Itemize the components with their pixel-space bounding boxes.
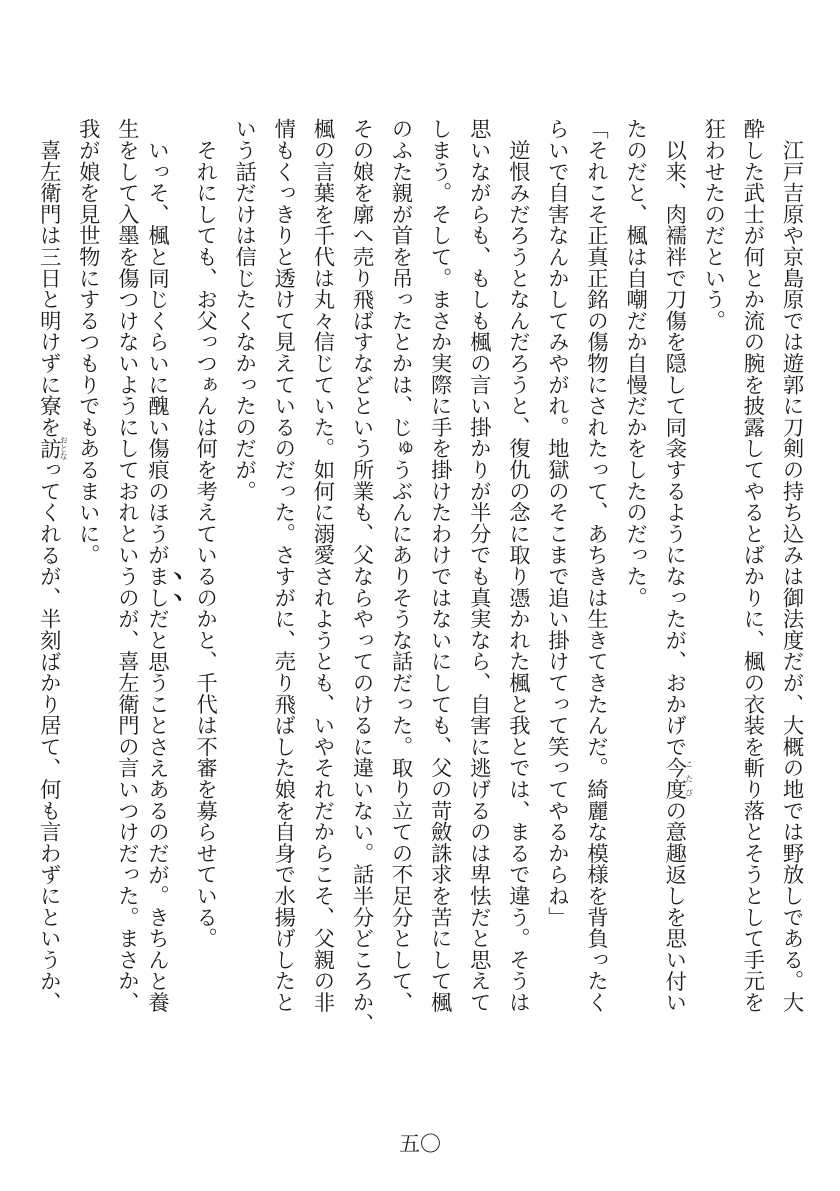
ruby-base: 訪 [36, 436, 62, 461]
ruby-annotated-word [36, 436, 69, 461]
text-line [186, 118, 225, 994]
text-run: 逆恨みだろうとなんだろうと、復仇の念に取り憑かれた楓と我とでは、まるで違う。そうは [505, 118, 531, 1013]
text-run: のふた親が首を吊ったとかは、じゅうぶんにありそうな話だった。取り立ての不足分として、 [388, 118, 414, 1013]
page-number: 五〇 [399, 1132, 441, 1156]
text-run: 楓の言葉を千代は丸々信じていた。如何に溺愛されようとも、いやそれだからこそ、父親の非 [309, 118, 335, 1013]
text-line [303, 118, 342, 1013]
text-run: らいで自害なんかしてみやがれ。地獄のそこまで追い掛けてって笑ってやるからね」 [544, 118, 570, 928]
text-line [68, 118, 107, 994]
text-run: ってくれるが、半刻ばかり居て、何も言わずにというか、 [36, 458, 62, 1013]
text-line [694, 118, 733, 994]
text-run: 以来、肉襦袢で刀傷を隠して同衾するようになったが、おかげで [661, 118, 687, 757]
text-run: 喜左衛門は三日と明けずに寮を [36, 118, 62, 438]
text-run: 生をして入墨を傷つけないようにしておれというのが、喜左衛門の言いつけだった。まさか、 [114, 118, 140, 1013]
text-line [772, 118, 811, 1013]
text-line [144, 118, 185, 1013]
text-line [420, 118, 459, 1013]
text-line [107, 118, 146, 1013]
vertical-text-body [29, 118, 811, 1034]
text-run: それにしても、お父っつぁんは何を考えているのかと、千代は不審を募らせている。 [192, 118, 218, 949]
text-line [342, 118, 381, 1034]
emphasized-word: まし [144, 565, 170, 608]
text-run: 情もくっきりと透けて見えているのだった。さすがに、売り飛ばした娘を自身で水揚げしたと [270, 118, 296, 1013]
text-run: 「それこそ正真正銘の傷物にされたって、あちきは生きてきたんだ。綺麗な模様を背負ったく [583, 118, 609, 1013]
text-run: いっそ、楓と同じくらいに醜い傷痕のほうが [144, 118, 170, 566]
ruby-reading: おとな [59, 436, 69, 461]
text-run: 酔した武士が何とか流の腕を披露してやるとばかりに、楓の衣装を斬り落とそうとして手元を [739, 118, 765, 1013]
text-run: その娘を廓へ売り飛ばすなどという所業も、父ならやってのけるに違いない。話半分どころか、 [348, 118, 374, 1034]
text-line [29, 118, 69, 1013]
text-line [498, 118, 537, 1013]
text-run: 狂わせたのだという。 [700, 118, 726, 331]
text-line [225, 118, 264, 994]
ruby-annotated-word [661, 757, 694, 800]
text-run: 江戸吉原や京島原では遊郭に刀剣の持ち込みは御法度だが、大概の地では野放しである。大 [779, 118, 804, 1013]
text-run: 我が娘を見世物にするつもりでもあるまいに。 [75, 118, 101, 566]
text-line [616, 118, 655, 994]
text-run: の意趣返しを思い付い [661, 799, 687, 1013]
text-line [381, 118, 420, 1013]
text-run: だと思うことさえあるのだが。きちんと養 [144, 607, 170, 1013]
text-line [655, 118, 694, 1013]
text-line [264, 118, 303, 1013]
text-run: しまう。そして。まさか実際に手を掛けたわけではないにしても、父の苛斂誅求を苦にして楓 [427, 118, 453, 1013]
text-line [576, 118, 615, 1013]
text-line [733, 118, 772, 1013]
text-line [537, 118, 576, 994]
ruby-reading: こたび [684, 757, 694, 800]
text-run: たのだと、楓は自嘲だか自慢だかをしたのだった。 [622, 118, 648, 608]
ruby-base: 今度 [661, 757, 687, 800]
text-run: いう話だけは信じたくなかったのだが。 [231, 118, 257, 502]
text-run: 思いながらも、もしも楓の言い掛かりが半分でも真実なら、自害に逃げるのは卑怯だと思えて [466, 118, 492, 1013]
text-line [459, 118, 498, 1013]
